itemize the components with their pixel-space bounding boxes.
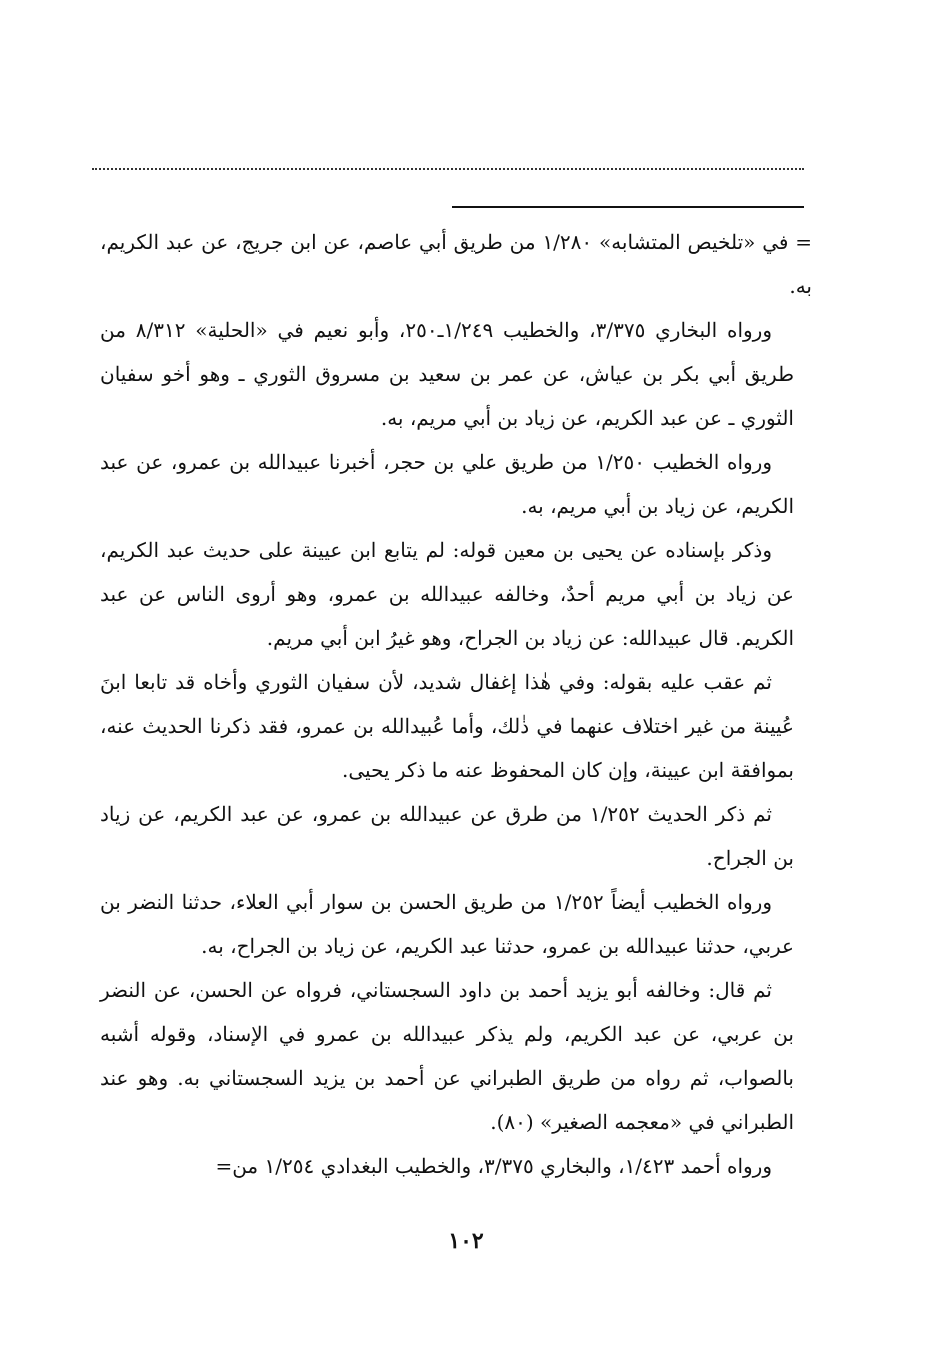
footnote-paragraph: ورواه الخطيب ١/٢٥٠ من طريق علي بن حجر، أخبرنا عبيدالله بن عمرو، عن عبد الكريم، عن زياد بن أبي مريم، به. [100,450,794,518]
footnote-body [100,220,813,1188]
footnote-paragraph: ثم عقب عليه بقوله: وفي هٰذا إغفال شديد، لأن سفيان الثوري وأخاه قد تابعا ابنَ عُيينة من غير اختلاف عنهما في ذٰلك، وأما عُبيدالله بن عمرو، فقد ذكرنا الحديث عنه، بموافقة ابن عيينة، وإن كان المحفوظ عنه ما ذكر يحيى. [100,670,794,782]
footnote-paragraph: = في «تلخيص المتشابه» ١/٢٨٠ من طريق أبي عاصم، عن ابن جريج، عن عبد الكريم، به. [100,230,813,298]
footnote-paragraph: ثم ذكر الحديث ١/٢٥٢ من طرق عن عبيدالله بن عمرو، عن عبد الكريم، عن زياد بن الجراح. [100,802,794,870]
page-number: ١٠٢ [448,1228,484,1254]
footnote-separator-rule [452,206,804,208]
footnote-paragraph: ثم قال: وخالفه أبو يزيد أحمد بن داود السجستاني، فرواه عن الحسن، عن النضر بن عربي، عن عبد الكريم، ولم يذكر عبيدالله بن عمرو في الإسناد، وقوله أشبه بالصواب، ثم رواه من طريق الطبراني عن أحمد بن يزيد السجستاني به. وهو عند الطبراني في «معجمه الصغير» (٨٠). [100,978,794,1134]
header-dotted-rule [92,168,804,170]
footnote-paragraph: ورواه الخطيب أيضاً ١/٢٥٢ من طريق الحسن بن سوار أبي العلاء، حدثنا النضر بن عربي، حدثنا عبيدالله بن عمرو، حدثنا عبد الكريم، عن زياد بن الجراح، به. [100,890,794,958]
footnote-paragraph: وذكر بإسناده عن يحيى بن معين قوله: لم يتابع ابن عيينة على حديث عبد الكريم، عن زياد بن أبي مريم أحدٌ، وخالفه عبيدالله بن عمرو، وهو أروى الناس عن عبد الكريم. قال عبيدالله: عن زياد بن الجراح، وهو غيرُ ابن أبي مريم. [100,538,794,650]
footnote-paragraph: ورواه أحمد ١/٤٢٣، والبخاري ٣/٣٧٥، والخطيب البغدادي ١/٢٥٤ من= [215,1154,772,1178]
footnote-paragraph: ورواه البخاري ٣/٣٧٥، والخطيب ١/٢٤٩ـ٢٥٠، وأبو نعيم في «الحلية» ٨/٣١٢ من طريق أبي بكر بن عياش، عن عمر بن سعيد بن مسروق الثوري ـ وهو أخو سفيان الثوري ـ عن عبد الكريم، عن زياد بن أبي مريم، به. [100,318,794,430]
